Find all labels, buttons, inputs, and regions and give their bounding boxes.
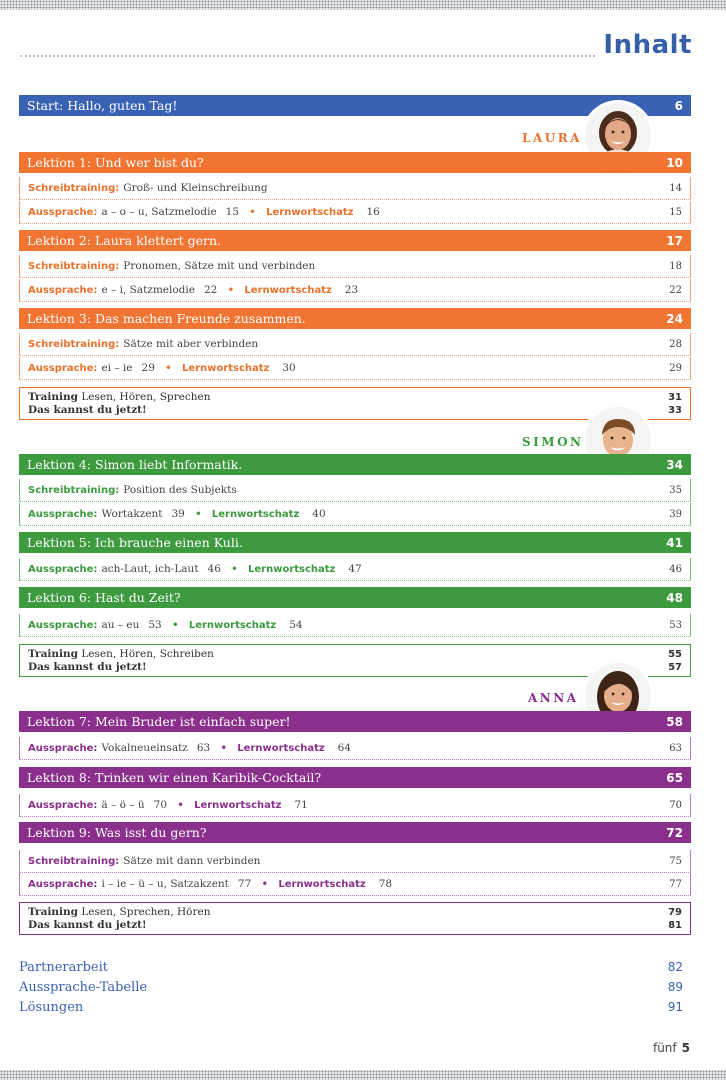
vocab-label: Lernwortschatz bbox=[248, 563, 336, 575]
lesson-title: Lektion 6: Hast du Zeit? bbox=[27, 590, 181, 605]
appendix-label: Lösungen bbox=[19, 1000, 84, 1015]
row-number: 46 bbox=[207, 563, 221, 575]
lesson-3-row-2[interactable] bbox=[19, 357, 691, 380]
footer-page-number: 5 bbox=[681, 1041, 690, 1055]
vocab-label: Lernwortschatz bbox=[266, 206, 354, 218]
row-page: 75 bbox=[669, 855, 682, 867]
row-page: 46 bbox=[669, 563, 682, 575]
appendix-loesungen[interactable] bbox=[19, 1000, 683, 1015]
lesson-5-row-1[interactable] bbox=[19, 558, 691, 581]
vocab-label: Lernwortschatz bbox=[181, 362, 270, 374]
appendix-label: Partnerarbeit bbox=[19, 960, 108, 975]
bullet-separator: • bbox=[227, 283, 235, 297]
row-text: a – o – u, Satzmelodie bbox=[101, 206, 217, 218]
row-label: Aussprache: bbox=[28, 799, 98, 811]
appendix-page: 89 bbox=[667, 980, 683, 994]
row-label: Aussprache: bbox=[28, 619, 98, 631]
lesson-title: Lektion 7: Mein Bruder ist einfach super! bbox=[27, 714, 291, 729]
row-text: ach-Laut, ich-Laut bbox=[101, 563, 199, 575]
vocab-label: Lernwortschatz bbox=[194, 799, 282, 811]
bullet-separator: • bbox=[249, 205, 257, 219]
training-page: 55 bbox=[668, 649, 682, 660]
training-page: 79 bbox=[668, 907, 682, 918]
bullet-separator: • bbox=[177, 798, 185, 812]
lesson-6-bar[interactable] bbox=[19, 587, 691, 608]
vocab-number: 78 bbox=[378, 878, 393, 890]
row-page: 15 bbox=[669, 206, 682, 218]
row-page: 35 bbox=[669, 484, 682, 496]
row-label: Aussprache: bbox=[28, 206, 98, 218]
vocab-number: 30 bbox=[282, 362, 296, 374]
row-label: Schreibtraining: bbox=[28, 260, 120, 272]
vocab-number: 54 bbox=[289, 619, 303, 631]
lesson-9-row-1[interactable] bbox=[19, 850, 691, 873]
lesson-3-bar[interactable] bbox=[19, 308, 691, 329]
row-label: Aussprache: bbox=[28, 284, 98, 296]
training-text: Lesen, Hören, Sprechen bbox=[81, 391, 211, 403]
lesson-1-row-1[interactable] bbox=[19, 177, 691, 200]
top-dot-border bbox=[0, 0, 726, 10]
vocab-number: 16 bbox=[366, 206, 380, 218]
appendix-partnerarbeit[interactable] bbox=[19, 960, 683, 975]
lesson-4-row-1[interactable] bbox=[19, 479, 691, 502]
row-number: 63 bbox=[196, 742, 211, 754]
row-page: 14 bbox=[669, 182, 682, 194]
training-label: Training bbox=[28, 391, 78, 403]
row-number: 77 bbox=[237, 878, 252, 890]
row-label: Aussprache: bbox=[28, 362, 98, 374]
lesson-title: Lektion 8: Trinken wir einen Karibik-Cocktail? bbox=[27, 770, 322, 785]
row-number: 39 bbox=[171, 508, 185, 520]
footer-word: fünf bbox=[652, 1041, 677, 1055]
row-text: Pronomen, Sätze mit und verbinden bbox=[123, 260, 316, 272]
row-text: Wortakzent bbox=[101, 508, 163, 520]
row-text: Vokalneueinsatz bbox=[101, 742, 188, 754]
row-text: Groß- und Kleinschreibung bbox=[123, 182, 268, 194]
row-label: Aussprache: bbox=[28, 742, 98, 754]
character-label-anna: ANNA bbox=[528, 691, 579, 705]
lesson-8-bar[interactable] bbox=[19, 767, 691, 788]
vocab-label: Lernwortschatz bbox=[211, 508, 300, 520]
bottom-dot-border bbox=[0, 1070, 726, 1080]
lesson-title: Lektion 4: Simon liebt Informatik. bbox=[27, 457, 243, 472]
row-page: 22 bbox=[669, 284, 682, 296]
character-label-laura: LAURA bbox=[522, 131, 582, 145]
kannst-page: 57 bbox=[668, 662, 682, 673]
row-text: au – eu bbox=[101, 619, 140, 631]
lesson-page: 10 bbox=[666, 155, 683, 170]
bullet-separator: • bbox=[220, 741, 228, 755]
lesson-7-row-1[interactable] bbox=[19, 737, 691, 760]
kannst-label: Das kannst du jetzt! bbox=[28, 919, 147, 931]
vocab-label: Lernwortschatz bbox=[188, 619, 277, 631]
row-text: Sätze mit dann verbinden bbox=[123, 855, 261, 867]
row-label: Schreibtraining: bbox=[28, 182, 120, 194]
row-label: Aussprache: bbox=[28, 563, 98, 575]
training-label: Training bbox=[28, 906, 78, 918]
lesson-2-row-2[interactable] bbox=[19, 279, 691, 302]
lesson-title: Lektion 9: Was isst du gern? bbox=[27, 825, 207, 840]
vocab-number: 23 bbox=[344, 284, 359, 296]
row-label: Aussprache: bbox=[28, 878, 98, 890]
lesson-page: 34 bbox=[666, 457, 683, 472]
vocab-label: Lernwortschatz bbox=[278, 878, 366, 890]
bullet-separator: • bbox=[194, 507, 202, 521]
row-text: ei – ie bbox=[101, 362, 133, 374]
lesson-page: 72 bbox=[666, 825, 683, 840]
training-box-2[interactable] bbox=[19, 644, 691, 677]
character-label-simon: SIMON bbox=[522, 435, 584, 449]
bullet-separator: • bbox=[261, 877, 269, 891]
vocab-number: 40 bbox=[312, 508, 326, 520]
row-page: 39 bbox=[669, 508, 682, 520]
row-page: 63 bbox=[669, 742, 682, 754]
lesson-page: 65 bbox=[666, 770, 683, 785]
training-box-3[interactable] bbox=[19, 902, 691, 935]
row-text: i – ie – ü – u, Satzakzent bbox=[101, 878, 229, 890]
appendix-label: Aussprache-Tabelle bbox=[19, 980, 148, 995]
title-dotted-rule bbox=[20, 55, 595, 57]
toc-start-bar[interactable] bbox=[19, 95, 691, 116]
row-page: 29 bbox=[669, 362, 682, 374]
row-label: Schreibtraining: bbox=[28, 855, 120, 867]
kannst-page: 81 bbox=[668, 920, 682, 931]
row-text: Position des Subjekts bbox=[123, 484, 237, 496]
row-label: Aussprache: bbox=[28, 508, 98, 520]
row-page: 18 bbox=[669, 260, 682, 272]
lesson-page: 17 bbox=[666, 233, 683, 248]
row-text: e – i, Satzmelodie bbox=[101, 284, 195, 296]
bullet-separator: • bbox=[230, 562, 238, 576]
lesson-5-bar[interactable] bbox=[19, 532, 691, 553]
training-box-1[interactable] bbox=[19, 387, 691, 420]
page-title: Inhalt bbox=[603, 30, 692, 60]
appendix-page: 82 bbox=[667, 960, 683, 974]
kannst-page: 33 bbox=[668, 405, 682, 416]
row-text: Sätze mit aber verbinden bbox=[123, 338, 259, 350]
lesson-1-row-2[interactable] bbox=[19, 201, 691, 224]
start-page: 6 bbox=[674, 98, 683, 113]
lesson-1-bar[interactable] bbox=[19, 152, 691, 173]
training-label: Training bbox=[28, 648, 78, 660]
kannst-label: Das kannst du jetzt! bbox=[28, 404, 147, 416]
row-label: Schreibtraining: bbox=[28, 484, 120, 496]
lesson-6-row-1[interactable] bbox=[19, 614, 691, 637]
lesson-9-row-2[interactable] bbox=[19, 873, 691, 896]
lesson-7-bar[interactable] bbox=[19, 711, 691, 732]
lesson-2-bar[interactable] bbox=[19, 230, 691, 251]
lesson-title: Lektion 1: Und wer bist du? bbox=[27, 155, 204, 170]
lesson-4-bar[interactable] bbox=[19, 454, 691, 475]
bullet-separator: • bbox=[164, 361, 172, 375]
row-number: 53 bbox=[148, 619, 162, 631]
appendix-aussprache-tabelle[interactable] bbox=[19, 980, 683, 995]
row-text: ä – ö – ü bbox=[101, 799, 145, 811]
row-page: 28 bbox=[669, 338, 682, 350]
training-page: 31 bbox=[668, 392, 682, 403]
training-text: Lesen, Hören, Schreiben bbox=[81, 648, 214, 660]
lesson-8-row-1[interactable] bbox=[19, 794, 691, 817]
vocab-number: 47 bbox=[348, 563, 362, 575]
vocab-label: Lernwortschatz bbox=[244, 284, 332, 296]
lesson-page: 24 bbox=[666, 311, 683, 326]
lesson-title: Lektion 2: Laura klettert gern. bbox=[27, 233, 221, 248]
row-number: 15 bbox=[225, 206, 240, 218]
row-number: 22 bbox=[203, 284, 218, 296]
bullet-separator: • bbox=[171, 618, 179, 632]
row-number: 29 bbox=[141, 362, 155, 374]
vocab-number: 64 bbox=[337, 742, 352, 754]
vocab-number: 71 bbox=[294, 799, 308, 811]
row-page: 77 bbox=[669, 878, 682, 890]
lesson-title: Lektion 5: Ich brauche einen Kuli. bbox=[27, 535, 243, 550]
lesson-9-bar[interactable] bbox=[19, 822, 691, 843]
row-number: 70 bbox=[153, 799, 168, 811]
kannst-label: Das kannst du jetzt! bbox=[28, 661, 147, 673]
row-page: 53 bbox=[669, 619, 682, 631]
page-footer bbox=[653, 1041, 690, 1055]
appendix-page: 91 bbox=[667, 1000, 683, 1014]
lesson-page: 48 bbox=[666, 590, 683, 605]
lesson-page: 58 bbox=[666, 714, 683, 729]
row-label: Schreibtraining: bbox=[28, 338, 120, 350]
vocab-label: Lernwortschatz bbox=[237, 742, 325, 754]
lesson-2-row-1[interactable] bbox=[19, 255, 691, 278]
lesson-4-row-2[interactable] bbox=[19, 503, 691, 526]
lesson-page: 41 bbox=[666, 535, 683, 550]
row-page: 70 bbox=[669, 799, 682, 811]
lesson-title: Lektion 3: Das machen Freunde zusammen. bbox=[27, 311, 306, 326]
lesson-3-row-1[interactable] bbox=[19, 333, 691, 356]
training-text: Lesen, Sprechen, Hören bbox=[81, 906, 211, 918]
start-title: Start: Hallo, guten Tag! bbox=[27, 98, 178, 113]
